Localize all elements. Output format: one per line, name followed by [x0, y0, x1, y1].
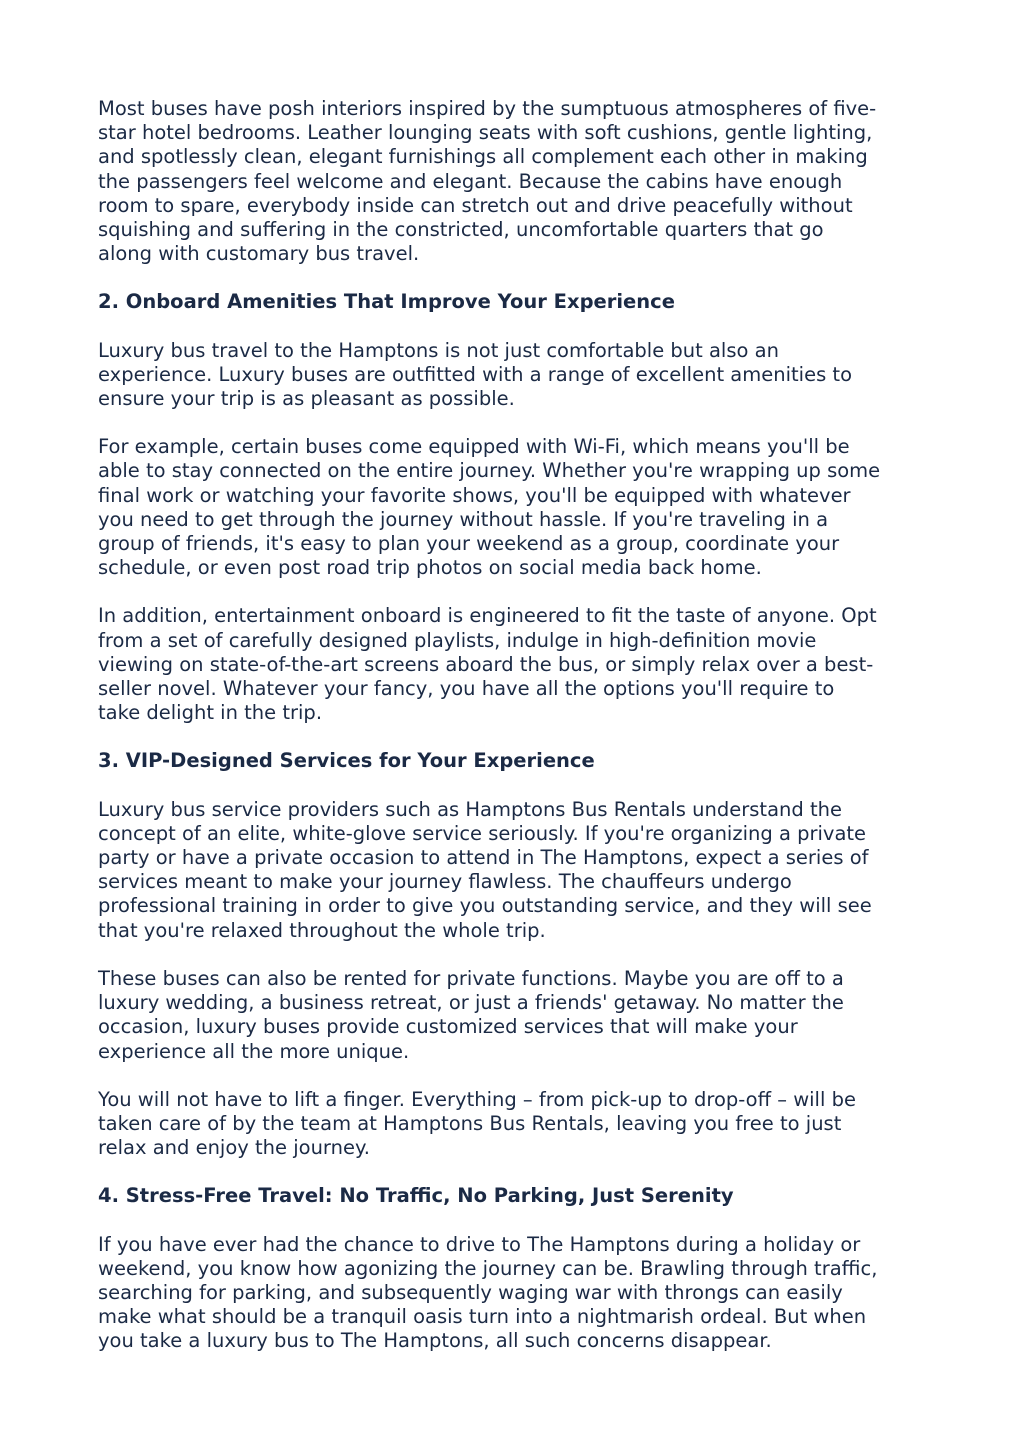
text-line: the passengers feel welcome and elegant. Because the cabins have enough	[98, 169, 843, 193]
text-line: you need to get through the journey without hassle. If you're traveling in a	[98, 507, 829, 531]
text-line: able to stay connected on the entire journey. Whether you're wrapping up some	[98, 459, 881, 483]
text-line: schedule, or even post road trip photos on social media back home.	[98, 556, 762, 580]
text-line: relax and enjoy the journey.	[98, 1136, 370, 1160]
text-line: occasion, luxury buses provide customized services that will make your	[98, 1015, 798, 1039]
text-line: Luxury bus service providers such as Hamptons Bus Rentals understand the	[98, 797, 842, 821]
paragraph-white-glove	[98, 798, 938, 943]
text-line: searching for parking, and subsequently waging war with throngs can easily	[98, 1280, 843, 1304]
text-line: weekend, you know how agonizing the journey can be. Brawling through traffic,	[98, 1256, 878, 1280]
text-line: You will not have to lift a finger. Everything – from pick-up to drop-off – will be	[98, 1087, 856, 1111]
text-line: along with customary bus travel.	[98, 242, 420, 266]
text-line: These buses can also be rented for private functions. Maybe you are off to a	[98, 966, 844, 990]
text-line: squishing and suffering in the constricted, uncomfortable quarters that go	[98, 218, 824, 242]
text-line: concept of an elite, white-glove service seriously. If you're organizing a private	[98, 821, 867, 845]
text-line: Most buses have posh interiors inspired by the sumptuous atmospheres of five-	[98, 97, 877, 120]
text-line: Luxury bus travel to the Hamptons is not just comfortable but also an	[98, 338, 779, 362]
text-line: that you're relaxed throughout the whole trip.	[98, 918, 546, 942]
text-line: party or have a private occasion to attend in The Hamptons, expect a series of	[98, 846, 869, 870]
paragraph-entertainment	[98, 604, 938, 725]
text-line: room to spare, everybody inside can stretch out and drive peacefully without	[98, 193, 853, 217]
text-line: If you have ever had the chance to drive to The Hamptons during a holiday or	[98, 1232, 861, 1256]
paragraph-traffic	[98, 1233, 938, 1354]
text-line: taken care of by the team at Hamptons Bus Rentals, leaving you free to just	[98, 1111, 842, 1135]
paragraph-private-functions	[98, 967, 938, 1064]
text-line: In addition, entertainment onboard is engineered to fit the taste of anyone. Opt	[98, 604, 877, 628]
document-page	[98, 97, 938, 1378]
paragraph-interiors	[98, 97, 938, 266]
section-heading-onboard-amenities	[98, 290, 938, 314]
text-line: you take a luxury bus to The Hamptons, all such concerns disappear.	[98, 1329, 772, 1353]
text-line: seller novel. Whatever your fancy, you have all the options you'll require to	[98, 677, 835, 701]
text-line: make what should be a tranquil oasis turn into a nightmarish ordeal. But when	[98, 1305, 867, 1329]
text-line: ensure your trip is as pleasant as possible.	[98, 387, 515, 411]
text-line: experience. Luxury buses are outfitted with a range of excellent amenities to	[98, 362, 853, 386]
text-line: luxury wedding, a business retreat, or just a friends' getaway. No matter the	[98, 991, 844, 1015]
text-line: take delight in the trip.	[98, 701, 323, 725]
text-line: final work or watching your favorite shows, you'll be equipped with whatever	[98, 483, 851, 507]
section-heading-vip-services	[98, 749, 938, 773]
heading-text: 2. Onboard Amenities That Improve Your Experience	[98, 290, 675, 314]
paragraph-wifi	[98, 435, 938, 580]
heading-text: 4. Stress-Free Travel: No Traffic, No Parking, Just Serenity	[98, 1184, 734, 1208]
text-line: experience all the more unique.	[98, 1039, 410, 1063]
text-line: services meant to make your journey flawless. The chauffeurs undergo	[98, 870, 792, 894]
text-line: group of friends, it's easy to plan your weekend as a group, coordinate your	[98, 532, 840, 556]
text-line: star hotel bedrooms. Leather lounging seats with soft cushions, gentle lighting,	[98, 121, 873, 145]
text-line: viewing on state-of-the-art screens aboard the bus, or simply relax over a best-	[98, 652, 874, 676]
text-line: For example, certain buses come equipped with Wi-Fi, which means you'll be	[98, 435, 850, 459]
heading-text: 3. VIP-Designed Services for Your Experience	[98, 749, 595, 773]
paragraph-amenities-intro	[98, 339, 938, 412]
text-line: and spotlessly clean, elegant furnishings all complement each other in making	[98, 145, 868, 169]
text-line: professional training in order to give you outstanding service, and they will see	[98, 894, 872, 918]
paragraph-lift-a-finger	[98, 1088, 938, 1161]
section-heading-stress-free	[98, 1184, 938, 1208]
text-line: from a set of carefully designed playlists, indulge in high-definition movie	[98, 628, 817, 652]
